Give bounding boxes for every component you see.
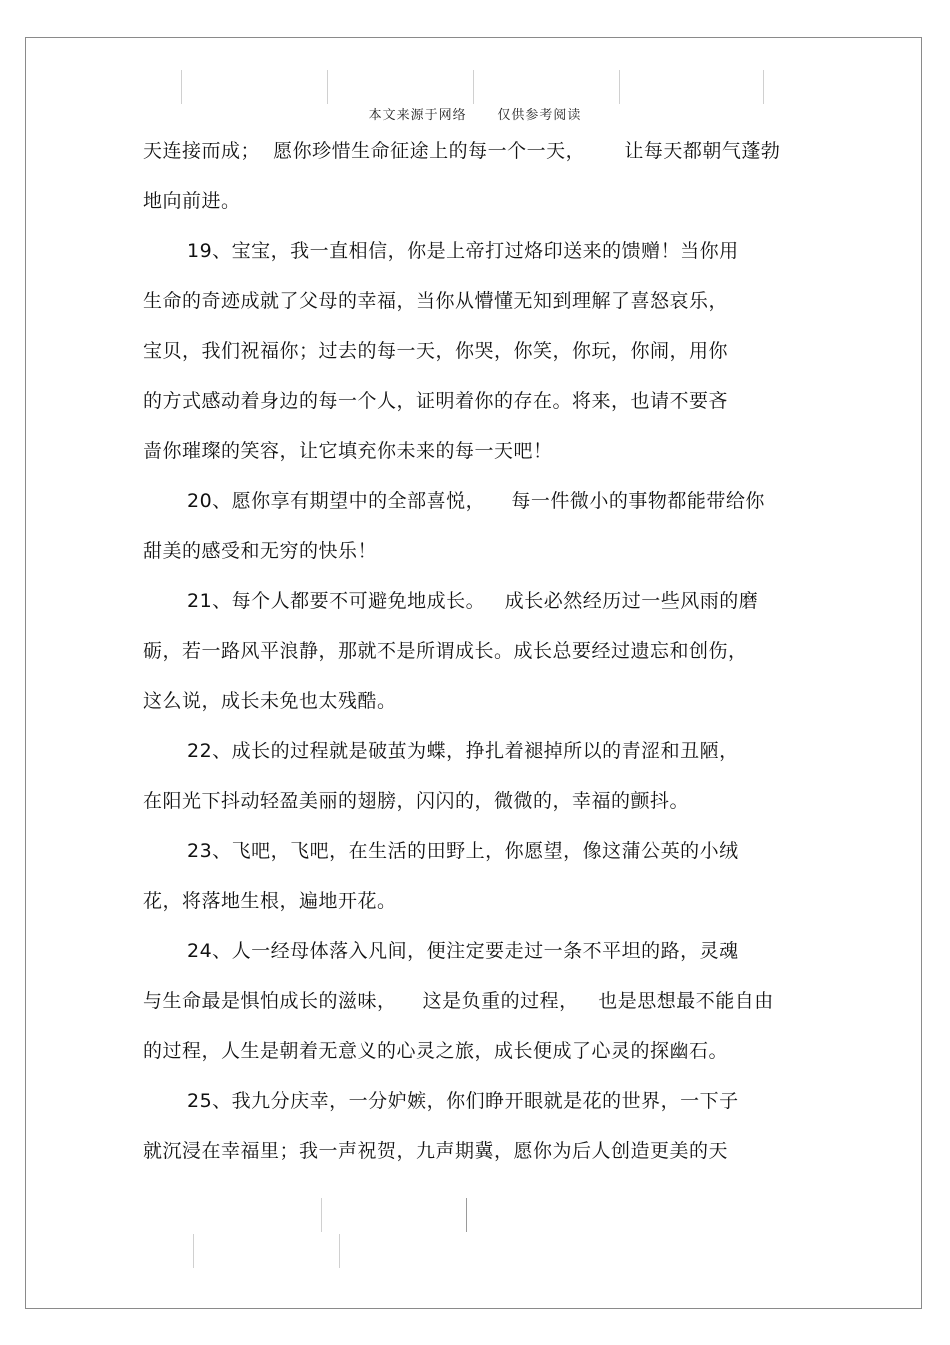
text-line: 这么说，成长未免也太残酷。 xyxy=(143,690,397,712)
text-line: 的过程，人生是朝着无意义的心灵之旅，成长便成了心灵的探幽石。 xyxy=(143,1040,729,1062)
text-line: 天连接而成； 愿你珍惜生命征途上的每一个一天， 让每天都朝气蓬勃 xyxy=(143,140,781,162)
text-line: 宝贝，我们祝福你；过去的每一天，你哭，你笑，你玩，你闹，用你 xyxy=(143,340,729,362)
text-line: 啬你璀璨的笑容，让它填充你未来的每一天吧！ xyxy=(143,440,553,462)
paragraph-21 xyxy=(143,576,823,726)
document-body xyxy=(143,126,823,1176)
text-line: 的方式感动着身边的每一个人，证明着你的存在。将来，也请不要吝 xyxy=(143,390,729,412)
paragraph-25 xyxy=(143,1076,823,1176)
scan-mark-bottom-1 xyxy=(321,1198,322,1232)
scan-mark-top-5 xyxy=(763,70,764,104)
paragraph-19 xyxy=(143,226,823,476)
text-line: 20、愿你享有期望中的全部喜悦， 每一件微小的事物都能带给你 xyxy=(187,490,765,512)
text-line: 就沉浸在幸福里；我一声祝贺，九声期冀，愿你为后人创造更美的天 xyxy=(143,1140,729,1162)
paragraph-20 xyxy=(143,476,823,576)
paragraph-23 xyxy=(143,826,823,926)
text-line: 地向前进。 xyxy=(143,190,241,212)
paragraph-22 xyxy=(143,726,823,826)
text-line: 21、每个人都要不可避免地成长。 成长必然经历过一些风雨的磨 xyxy=(187,590,759,612)
scan-mark-bottom-4 xyxy=(339,1234,340,1268)
scan-mark-top-2 xyxy=(327,70,328,104)
text-line: 22、成长的过程就是破茧为蝶，挣扎着褪掉所以的青涩和丑陋， xyxy=(187,740,739,762)
scan-mark-top-3 xyxy=(473,70,474,104)
text-line: 砺，若一路风平浪静，那就不是所谓成长。成长总要经过遗忘和创伤， xyxy=(143,640,748,662)
scan-mark-bottom-3 xyxy=(193,1234,194,1268)
scan-mark-top-1 xyxy=(181,70,182,104)
paragraph-24 xyxy=(143,926,823,1076)
scan-mark-top-4 xyxy=(619,70,620,104)
text-line: 24、人一经母体落入凡间，便注定要走过一条不平坦的路，灵魂 xyxy=(187,940,739,962)
scan-mark-bottom-2 xyxy=(466,1198,467,1232)
text-line: 与生命最是惧怕成长的滋味， 这是负重的过程， 也是思想最不能自由 xyxy=(143,990,774,1012)
text-line: 25、我九分庆幸，一分妒嫉，你们睁开眼就是花的世界，一下子 xyxy=(187,1090,739,1112)
text-line: 花，将落地生根，遍地开花。 xyxy=(143,890,397,912)
text-line: 甜美的感受和无穷的快乐！ xyxy=(143,540,378,562)
paragraph-continued xyxy=(143,126,823,226)
text-line: 19、宝宝，我一直相信，你是上帝打过烙印送来的馈赠！当你用 xyxy=(187,240,739,262)
source-note: 本文来源于网络 仅供参考阅读 xyxy=(368,108,582,123)
text-line: 23、飞吧，飞吧，在生活的田野上，你愿望，像这蒲公英的小绒 xyxy=(187,840,739,862)
text-line: 生命的奇迹成就了父母的幸福，当你从懵懂无知到理解了喜怒哀乐， xyxy=(143,290,729,312)
text-line: 在阳光下抖动轻盈美丽的翅膀，闪闪的，微微的，幸福的颤抖。 xyxy=(143,790,690,812)
